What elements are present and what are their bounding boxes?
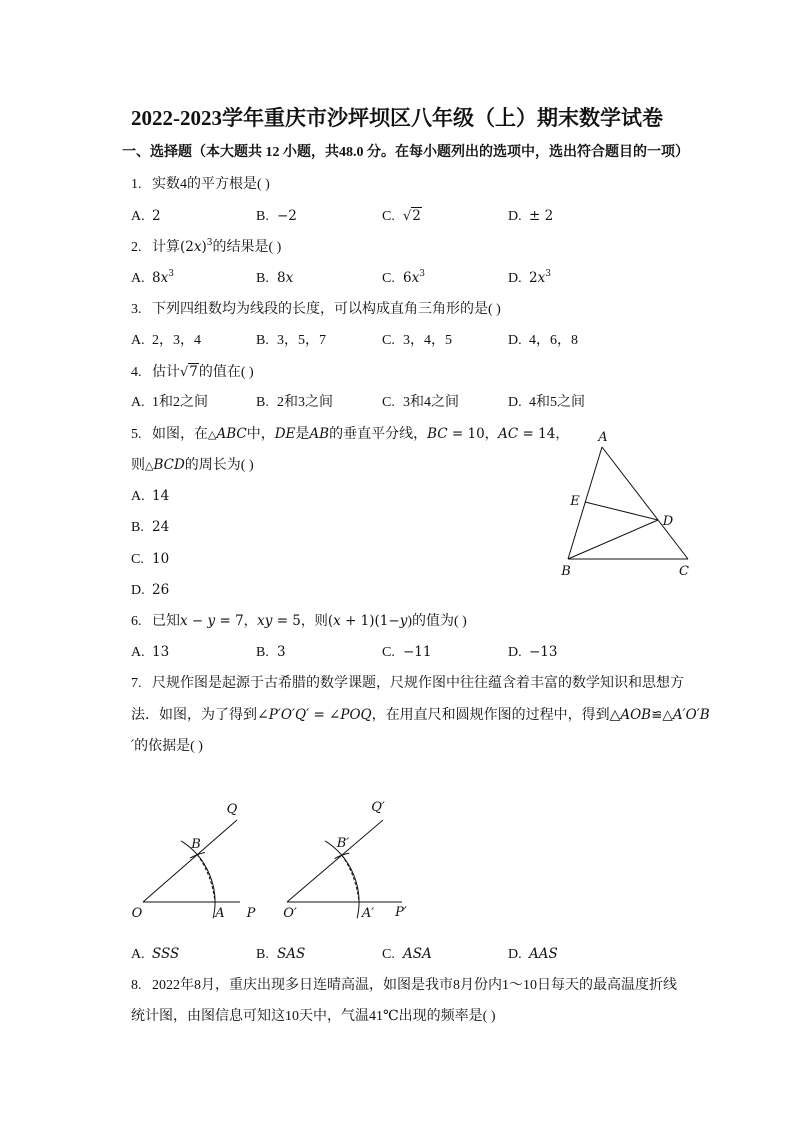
option-label: C. — [382, 395, 395, 410]
stem-text: 是 — [295, 427, 310, 442]
question-6-stem — [131, 611, 467, 631]
point-label-q: Q — [226, 802, 238, 817]
point-label-b-prime: B′ — [336, 836, 350, 851]
math-variable: AOB — [620, 707, 652, 723]
option-label: D. — [508, 333, 522, 348]
math-variable: x — [160, 270, 169, 286]
point-label-a-prime: A′ — [361, 906, 375, 921]
option-label: C. — [382, 333, 395, 348]
option-value: 2，3，4 — [152, 333, 201, 348]
stem-text: 尺规作图是起源于古希腊的数学课题，尺规作图中往往蕴含着丰富的数学知识和思想方 — [152, 676, 684, 691]
q3-option-d — [508, 331, 578, 351]
stem-text: 中， — [246, 427, 275, 442]
math-text: = 7， — [215, 613, 258, 629]
option-label: A. — [131, 395, 145, 410]
point-label-a: A — [215, 906, 225, 921]
point-label-p-prime: P′ — [395, 905, 407, 920]
q4-option-a — [131, 393, 208, 413]
math-variable: AB — [309, 426, 330, 442]
option-value: 3，5，7 — [277, 333, 326, 348]
triangle-symbol: △ — [145, 459, 154, 472]
option-value: ASA — [403, 946, 432, 962]
stem-text: ，在用直尺和圆规作图的过程中，得到△ — [371, 708, 621, 723]
option-label: B. — [256, 947, 269, 962]
option-value: 4和5之间 — [529, 395, 585, 410]
math-text: (2 — [180, 239, 194, 255]
option-label: A. — [131, 333, 145, 348]
question-number: 6. — [131, 614, 142, 629]
coefficient: 2 — [529, 270, 538, 286]
math-variable: ′ — [131, 738, 135, 754]
option-value: 3和4之间 — [403, 395, 459, 410]
math-variable: DE — [274, 426, 296, 442]
radical-sign: √ — [180, 365, 189, 380]
math-variable: BCD — [153, 457, 185, 473]
option-label: B. — [256, 209, 269, 224]
math-text: ≌△ — [651, 707, 673, 723]
coefficient: 6 — [403, 270, 412, 286]
option-label: B. — [256, 645, 269, 660]
section-heading: 一、选择题（本大题共 12 小题，共48.0 分。在每小题列出的选项中，选出符合题目的一项） — [122, 145, 689, 160]
question-number: 3. — [131, 302, 142, 317]
dashed-segment-a-prime-b-prime — [342, 855, 359, 902]
vertex-label-c: C — [679, 564, 689, 579]
option-label: D. — [508, 209, 522, 224]
question-number: 2. — [131, 240, 142, 255]
option-value: 2和3之间 — [277, 395, 333, 410]
option-value: ± 2 — [529, 208, 554, 224]
stem-text: 的结果是( ) — [212, 240, 282, 255]
math-variable: ABC — [216, 426, 247, 442]
stem-text: 已知 — [152, 614, 180, 629]
q6-option-c — [382, 642, 432, 662]
option-label: B. — [256, 271, 269, 286]
math-variable: x — [285, 270, 294, 286]
option-value: 1和2之间 — [152, 395, 208, 410]
question-5-stem-line-2 — [131, 455, 254, 475]
question-7-stem-line-3 — [131, 736, 203, 756]
question-number: 4. — [131, 365, 142, 380]
angle-poq-construction-figure — [120, 795, 270, 925]
segment-ed — [585, 502, 658, 520]
option-value: 14 — [152, 488, 170, 504]
math-variable: x — [180, 613, 188, 629]
option-label: A. — [131, 209, 145, 224]
question-4-stem — [131, 362, 254, 382]
q7-option-c — [382, 944, 432, 964]
math-text: = 5，则( — [272, 613, 334, 629]
q2-option-d — [508, 268, 551, 288]
q1-option-d — [508, 206, 553, 226]
math-variable: A′O′B — [672, 707, 710, 723]
point-label-d: D — [662, 514, 674, 529]
math-variable: y — [399, 613, 408, 629]
triangle-symbol: △ — [208, 428, 217, 441]
stem-text: 的垂直平分线， — [329, 427, 428, 442]
q6-option-d — [508, 642, 558, 662]
stem-text: 2022年8月，重庆出现多日连晴高温，如图是我市8月份内1～10日每天的最高温度折线 — [152, 978, 677, 993]
coefficient: 8 — [277, 270, 286, 286]
math-text: = 14， — [518, 426, 569, 442]
q7-option-a — [131, 944, 179, 964]
option-value: −13 — [529, 644, 558, 660]
question-8-stem-line-1 — [131, 976, 677, 996]
q4-option-b — [256, 393, 333, 413]
q5-option-a — [131, 486, 169, 506]
q4-option-d — [508, 393, 585, 413]
option-label: C. — [382, 209, 395, 224]
vertex-label-b: B — [561, 564, 571, 579]
stem-text: 则 — [131, 458, 145, 473]
q1-option-b — [256, 206, 297, 226]
option-value: AAS — [529, 946, 558, 962]
compass-arc — [181, 841, 215, 918]
math-text: ) — [201, 239, 207, 255]
q3-option-c — [382, 331, 452, 351]
exponent: 3 — [206, 238, 213, 248]
question-5-stem-line-1 — [131, 424, 569, 444]
segment-bd — [568, 520, 658, 559]
question-number: 1. — [131, 177, 142, 192]
question-8-stem-line-2 — [131, 1007, 495, 1027]
q6-option-a — [131, 642, 169, 662]
stem-text: 估计 — [152, 365, 180, 380]
exponent: 3 — [419, 269, 425, 279]
option-label: D. — [508, 271, 522, 286]
option-value: SAS — [277, 946, 306, 962]
option-label: D. — [508, 645, 522, 660]
point-label-b: B — [191, 837, 201, 852]
q2-option-b — [256, 268, 293, 288]
stem-text: 计算 — [152, 240, 180, 255]
exam-title: 2022-2023学年重庆市沙坪坝区八年级（上）期末数学试卷 — [131, 106, 663, 130]
option-label: C. — [382, 271, 395, 286]
math-variable: y — [207, 613, 216, 629]
stem-text: 的依据是( ) — [134, 739, 203, 754]
option-value: SSS — [152, 946, 180, 962]
question-7-stem-line-2 — [131, 705, 710, 725]
question-2-stem — [131, 237, 281, 257]
question-7-stem-line-1 — [131, 674, 684, 694]
stem-text: 统计图，由图信息可知这10天中，气温41℃出现的频率是( ) — [131, 1009, 496, 1024]
question-number: 5. — [131, 427, 142, 442]
q1-option-c — [382, 206, 422, 226]
point-label-o: O — [131, 906, 143, 921]
math-text: = ∠ — [309, 707, 341, 723]
radical-sign: √ — [403, 209, 412, 224]
option-label: C. — [382, 947, 395, 962]
option-label: D. — [508, 947, 522, 962]
math-variable: x — [333, 613, 341, 629]
radicand: 7 — [189, 364, 198, 380]
stem-text: 法．如图，为了得到∠ — [131, 708, 269, 723]
math-variable: BC — [427, 426, 448, 442]
q5-option-b — [131, 517, 169, 537]
option-label: A. — [131, 489, 145, 504]
ray-oq — [143, 820, 237, 902]
vertex-label-a: A — [598, 430, 608, 445]
q3-option-a — [131, 331, 201, 351]
point-label-p: P — [246, 906, 256, 921]
question-text: 实数4的平方根是( ) — [152, 177, 270, 192]
exponent: 3 — [545, 269, 551, 279]
option-label: A. — [131, 271, 145, 286]
option-value: 10 — [152, 551, 170, 567]
q4-option-c — [382, 393, 459, 413]
stem-text: )的值为( ) — [407, 614, 467, 629]
math-text: − — [187, 613, 208, 629]
option-label: B. — [131, 520, 144, 535]
option-label: C. — [131, 552, 144, 567]
point-label-e: E — [570, 494, 580, 509]
point-label-q-prime: Q′ — [371, 800, 385, 815]
q3-option-b — [256, 331, 326, 351]
math-text: = 10， — [447, 426, 499, 442]
stem-text: 的值在( ) — [198, 365, 254, 380]
math-variable: AC — [498, 426, 519, 442]
option-label: D. — [508, 395, 522, 410]
math-variable: P′O′Q′ — [268, 707, 310, 723]
triangle-abc-figure — [555, 425, 700, 585]
option-value: 2 — [152, 208, 161, 224]
point-label-o-prime: O′ — [283, 906, 297, 921]
q6-option-b — [256, 642, 286, 662]
option-value: −2 — [277, 208, 297, 224]
option-value: 4，6，8 — [529, 333, 578, 348]
math-variable: xy — [257, 613, 273, 629]
dashed-segment-ab — [197, 855, 215, 902]
q2-option-a — [131, 268, 174, 288]
math-text: + 1)(1− — [340, 613, 400, 629]
math-variable: x — [193, 239, 202, 255]
option-label: B. — [256, 395, 269, 410]
stem-text: 如图，在 — [152, 427, 208, 442]
stem-text: 的周长为( ) — [184, 458, 254, 473]
option-label: A. — [131, 645, 145, 660]
exponent: 3 — [168, 269, 174, 279]
q7-option-d — [508, 944, 558, 964]
ray-o-prime-q-prime — [287, 820, 383, 902]
question-number: 8. — [131, 978, 142, 993]
option-value: 26 — [152, 582, 170, 598]
option-value: −11 — [403, 644, 432, 660]
angle-p-prime-o-prime-q-prime-figure — [270, 795, 420, 925]
option-label: C. — [382, 645, 395, 660]
q2-option-c — [382, 268, 425, 288]
radicand: 2 — [412, 208, 421, 224]
option-label: D. — [131, 583, 145, 598]
math-variable: POQ — [340, 707, 372, 723]
question-number: 7. — [131, 676, 142, 691]
segment-ac — [602, 447, 688, 559]
q7-option-b — [256, 944, 305, 964]
option-label: B. — [256, 333, 269, 348]
option-label: A. — [131, 947, 145, 962]
coefficient: 8 — [152, 270, 161, 286]
option-value: 24 — [152, 519, 170, 535]
option-value: 3，4，5 — [403, 333, 452, 348]
q5-option-c — [131, 549, 169, 569]
option-value: 3 — [277, 644, 286, 660]
question-1-stem — [131, 175, 270, 195]
q5-option-d — [131, 580, 169, 600]
q1-option-a — [131, 206, 161, 226]
math-variable: x — [411, 270, 420, 286]
math-variable: x — [537, 270, 546, 286]
question-text: 下列四组数均为线段的长度，可以构成直角三角形的是( ) — [152, 302, 501, 317]
option-value: 13 — [152, 644, 170, 660]
question-3-stem — [131, 300, 501, 320]
